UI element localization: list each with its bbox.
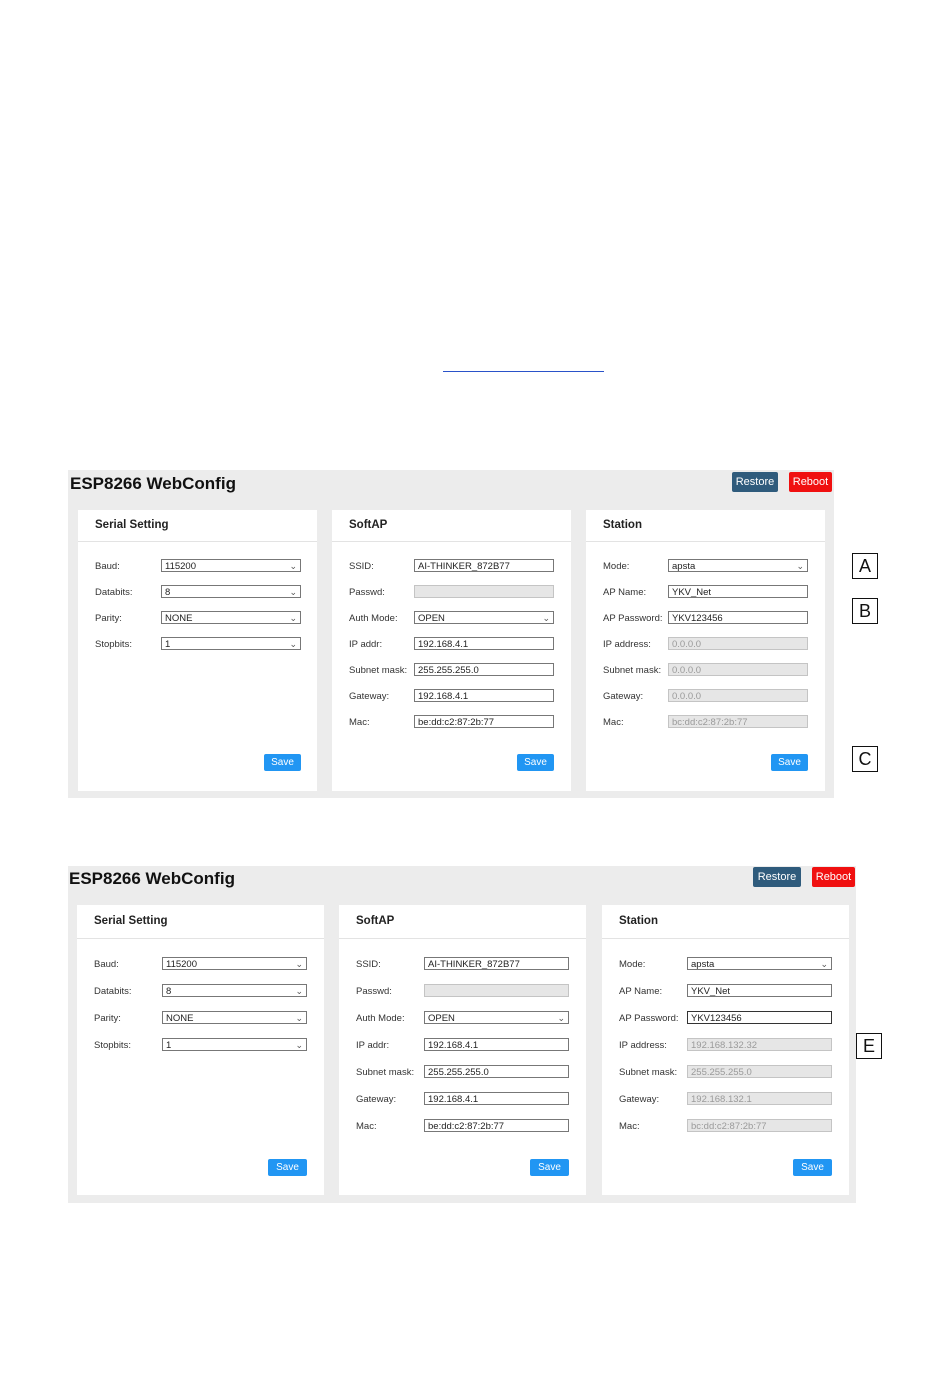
auth-mode-select[interactable] <box>424 1011 569 1024</box>
mac-field[interactable]: be:dd:c2:87:2b:77 <box>424 1119 569 1132</box>
auth-mode-value: OPEN <box>418 613 445 624</box>
chevron-down-icon: ⌄ <box>295 986 303 996</box>
page-title: ESP8266 WebConfig <box>69 869 235 888</box>
panel-divider <box>586 541 825 542</box>
stopbits-label: Stopbits: <box>95 639 132 650</box>
chevron-down-icon: ⌄ <box>542 613 550 623</box>
webconfig-screenshot-1 <box>68 470 834 798</box>
panel-divider <box>602 938 849 939</box>
serial-setting-panel <box>78 510 317 791</box>
restore-button[interactable]: Restore <box>753 867 801 887</box>
databits-select[interactable] <box>161 585 301 598</box>
reboot-button[interactable]: Reboot <box>789 472 832 492</box>
panel-title: Station <box>619 915 658 927</box>
subnet-mask-field[interactable]: 255.255.255.0 <box>424 1065 569 1078</box>
stopbits-label: Stopbits: <box>94 1040 131 1051</box>
chevron-down-icon: ⌄ <box>289 587 297 597</box>
reboot-button[interactable]: Reboot <box>812 867 855 887</box>
subnet-mask-field: 255.255.255.0 <box>687 1065 832 1078</box>
webconfig-screenshot-2 <box>68 866 856 1203</box>
mac-label: Mac: <box>619 1121 640 1132</box>
baud-select[interactable] <box>161 559 301 572</box>
panel-title: Serial Setting <box>94 915 168 927</box>
mac-label: Mac: <box>603 717 624 728</box>
panel-divider <box>332 541 571 542</box>
subnet-mask-field[interactable]: 255.255.255.0 <box>414 663 554 676</box>
save-button[interactable]: Save <box>771 754 808 771</box>
page-title: ESP8266 WebConfig <box>70 474 236 493</box>
panel-divider <box>78 541 317 542</box>
ssid-label: SSID: <box>356 959 381 970</box>
restore-button[interactable]: Restore <box>732 472 778 492</box>
stopbits-select[interactable] <box>162 1038 307 1051</box>
stopbits-value: 1 <box>166 1040 172 1051</box>
mac-field[interactable]: be:dd:c2:87:2b:77 <box>414 715 554 728</box>
serial-setting-panel <box>77 905 324 1195</box>
auth-mode-select[interactable] <box>414 611 554 624</box>
gateway-label: Gateway: <box>356 1094 397 1105</box>
gateway-label: Gateway: <box>349 691 390 702</box>
softap-panel <box>332 510 571 791</box>
panel-title: SoftAP <box>349 519 388 531</box>
chevron-down-icon: ⌄ <box>289 639 297 649</box>
parity-value: NONE <box>166 1013 194 1024</box>
passwd-label: Passwd: <box>356 986 392 997</box>
underlined-link[interactable] <box>443 371 604 372</box>
panel-divider <box>77 938 324 939</box>
auth-mode-label: Auth Mode: <box>356 1013 405 1024</box>
ip-addr-field[interactable]: 192.168.4.1 <box>424 1038 569 1051</box>
subnet-mask-label: Subnet mask: <box>349 665 408 676</box>
baud-value: 115200 <box>165 561 196 572</box>
subnet-mask-field: 0.0.0.0 <box>668 663 808 676</box>
mode-select[interactable] <box>687 957 832 970</box>
baud-value: 115200 <box>166 959 197 970</box>
softap-panel <box>339 905 586 1195</box>
gateway-label: Gateway: <box>603 691 644 702</box>
passwd-field[interactable] <box>424 984 569 997</box>
callout-c: C <box>852 746 878 772</box>
ap-name-field[interactable]: YKV_Net <box>668 585 808 598</box>
callout-e: E <box>856 1033 882 1059</box>
save-button[interactable]: Save <box>517 754 554 771</box>
passwd-label: Passwd: <box>349 587 385 598</box>
databits-label: Databits: <box>95 587 133 598</box>
mode-value: apsta <box>672 561 696 572</box>
ip-addr-field[interactable]: 192.168.4.1 <box>414 637 554 650</box>
subnet-mask-label: Subnet mask: <box>356 1067 415 1078</box>
panel-title: SoftAP <box>356 915 395 927</box>
parity-select[interactable] <box>161 611 301 624</box>
subnet-mask-label: Subnet mask: <box>603 665 662 676</box>
save-button[interactable]: Save <box>264 754 301 771</box>
ip-address-label: IP address: <box>619 1040 667 1051</box>
auth-mode-value: OPEN <box>428 1013 455 1024</box>
ap-name-field[interactable]: YKV_Net <box>687 984 832 997</box>
mode-label: Mode: <box>603 561 630 572</box>
mode-value: apsta <box>691 959 715 970</box>
chevron-down-icon: ⌄ <box>295 1013 303 1023</box>
save-button[interactable]: Save <box>530 1159 569 1176</box>
passwd-field[interactable] <box>414 585 554 598</box>
auth-mode-label: Auth Mode: <box>349 613 398 624</box>
gateway-field[interactable]: 192.168.4.1 <box>414 689 554 702</box>
stopbits-value: 1 <box>165 639 171 650</box>
ap-password-label: AP Password: <box>603 613 663 624</box>
stopbits-select[interactable] <box>161 637 301 650</box>
databits-value: 8 <box>165 587 171 598</box>
save-button[interactable]: Save <box>268 1159 307 1176</box>
chevron-down-icon: ⌄ <box>289 561 297 571</box>
ssid-field[interactable]: AI-THINKER_872B77 <box>424 957 569 970</box>
panel-title: Station <box>603 519 642 531</box>
callout-b: B <box>852 598 878 624</box>
parity-select[interactable] <box>162 1011 307 1024</box>
panel-title: Serial Setting <box>95 519 169 531</box>
callout-a: A <box>852 553 878 579</box>
chevron-down-icon: ⌄ <box>295 959 303 969</box>
databits-label: Databits: <box>94 986 132 997</box>
panel-divider <box>339 938 586 939</box>
parity-label: Parity: <box>94 1013 121 1024</box>
chevron-down-icon: ⌄ <box>295 1040 303 1050</box>
ssid-label: SSID: <box>349 561 374 572</box>
parity-value: NONE <box>165 613 193 624</box>
baud-label: Baud: <box>95 561 120 572</box>
station-panel <box>586 510 825 791</box>
mac-label: Mac: <box>356 1121 377 1132</box>
chevron-down-icon: ⌄ <box>557 1013 565 1023</box>
mac-field: bc:dd:c2:87:2b:77 <box>687 1119 832 1132</box>
baud-label: Baud: <box>94 959 119 970</box>
parity-label: Parity: <box>95 613 122 624</box>
ip-addr-label: IP addr: <box>349 639 383 650</box>
gateway-field: 192.168.132.1 <box>687 1092 832 1105</box>
ap-name-label: AP Name: <box>603 587 647 598</box>
ip-addr-label: IP addr: <box>356 1040 390 1051</box>
gateway-field[interactable]: 192.168.4.1 <box>424 1092 569 1105</box>
chevron-down-icon: ⌄ <box>820 959 828 969</box>
subnet-mask-label: Subnet mask: <box>619 1067 678 1078</box>
gateway-label: Gateway: <box>619 1094 660 1105</box>
databits-select[interactable] <box>162 984 307 997</box>
ap-password-field[interactable]: YKV123456 <box>668 611 808 624</box>
mode-select[interactable] <box>668 559 808 572</box>
ap-name-label: AP Name: <box>619 986 663 997</box>
baud-select[interactable] <box>162 957 307 970</box>
save-button[interactable]: Save <box>793 1159 832 1176</box>
mode-label: Mode: <box>619 959 646 970</box>
mac-field: bc:dd:c2:87:2b:77 <box>668 715 808 728</box>
ap-password-field[interactable]: YKV123456 <box>687 1011 832 1024</box>
station-panel <box>602 905 849 1195</box>
databits-value: 8 <box>166 986 172 997</box>
gateway-field: 0.0.0.0 <box>668 689 808 702</box>
chevron-down-icon: ⌄ <box>289 613 297 623</box>
ip-address-field: 0.0.0.0 <box>668 637 808 650</box>
ap-password-label: AP Password: <box>619 1013 679 1024</box>
ip-address-field: 192.168.132.32 <box>687 1038 832 1051</box>
chevron-down-icon: ⌄ <box>796 561 804 571</box>
ssid-field[interactable]: AI-THINKER_872B77 <box>414 559 554 572</box>
mac-label: Mac: <box>349 717 370 728</box>
ip-address-label: IP address: <box>603 639 651 650</box>
